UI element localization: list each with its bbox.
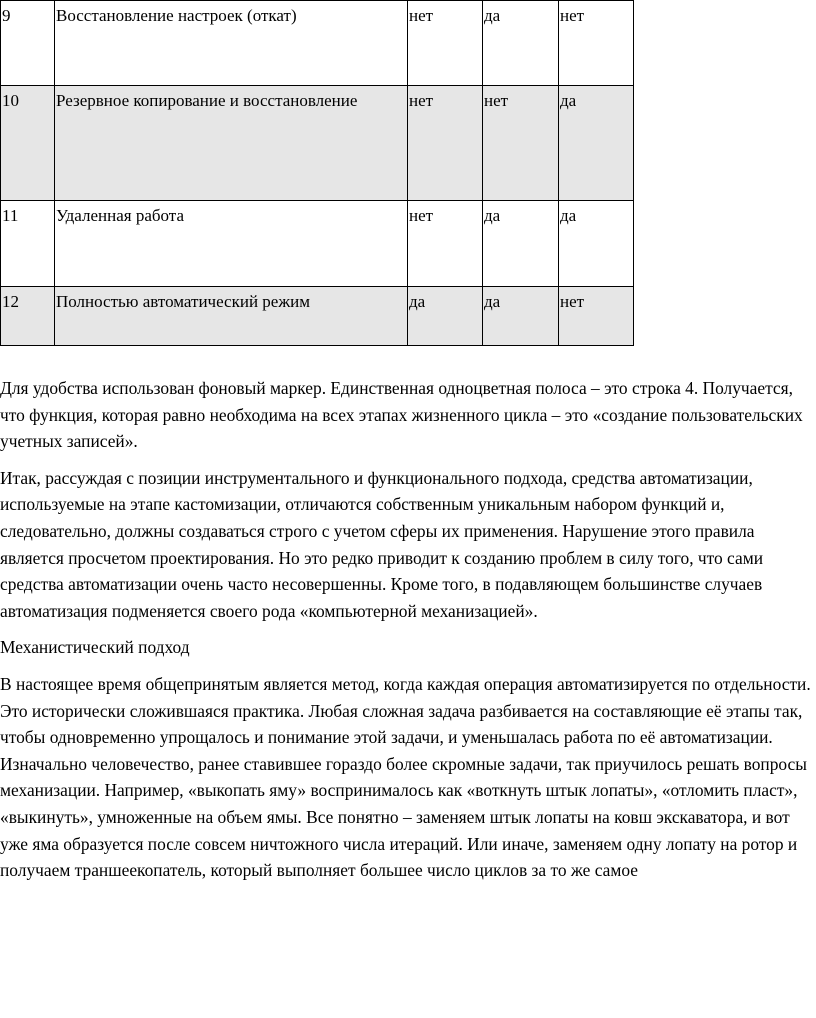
row-number: 10 — [1, 86, 55, 201]
function-name: Резервное копирование и восстановление — [55, 86, 408, 201]
row-number: 12 — [1, 287, 55, 346]
function-name: Полностью автоматический режим — [55, 287, 408, 346]
row-number: 11 — [1, 201, 55, 287]
table-row — [1, 287, 634, 346]
stage-1-value: нет — [408, 201, 483, 287]
stage-2-value: да — [483, 201, 559, 287]
table-row — [1, 1, 634, 86]
stage-3-value: нет — [559, 287, 634, 346]
stage-2-value: нет — [483, 86, 559, 201]
function-name: Удаленная работа — [55, 201, 408, 287]
paragraph-mechanistic: В настоящее время общепринятым является метод, когда каждая операция автоматизируется по отдельности. Это исторически сложившаяся практика. Любая сложная задача разбивается на составляющие её этапы так, чтобы одновременно упрощалось и понимание этой задачи, и уменьшалась работа по её автоматизации. Изначально человечество, ранее ставившее гораздо более скромные задачи, так приучилось решать вопросы механизации. Например, «выкопать яму» воспринималось как «воткнуть штык лопаты», «отломить пласт», «выкинуть», умноженные на объем ямы. Все понятно – заменяем штык лопаты на ковш экскаватора, и вот уже яма образуется после совсем ничтожного числа итераций. Или иначе, заменяем одну лопату на ротор и получаем траншеекопатель, который выполняет большее число циклов за то же самое — [0, 673, 811, 881]
stage-3-value: нет — [559, 1, 634, 86]
body-text — [0, 375, 812, 894]
table-row — [1, 86, 634, 201]
paragraph-marker-note: Для удобства использован фоновый маркер. Единственная одноцветная полоса – это строка 4. Получается, что функция, которая равно необходима на всех этапах жизненного цикла – это «создание пользовательских учетных записей». — [0, 378, 803, 452]
stage-2-value: да — [483, 287, 559, 346]
row-number: 9 — [1, 1, 55, 86]
paragraph-summary: Итак, рассуждая с позиции инструментального и функционального подхода, средства автоматизации, используемые на этапе кастомизации, отличаются собственным уникальным набором функций и, следовательно, должны создаваться строго с учетом сферы их применения. Нарушение этого правила является просчетом проектирования. Но это редко приводит к созданию проблем в силу того, что сами средства автоматизации очень часто несовершенны. Кроме того, в подавляющем большинстве случаев автоматизация подменяется своего рода «компьютерной механизацией». — [0, 467, 764, 621]
stage-2-value: да — [483, 1, 559, 86]
table-row — [1, 201, 634, 287]
section-heading: Механистический подход — [0, 637, 190, 658]
stage-1-value: нет — [408, 1, 483, 86]
stage-3-value: да — [559, 201, 634, 287]
stage-1-value: да — [408, 287, 483, 346]
function-name: Восстановление настроек (откат) — [55, 1, 408, 86]
stage-3-value: да — [559, 86, 634, 201]
feature-table — [0, 0, 634, 346]
stage-1-value: нет — [408, 86, 483, 201]
